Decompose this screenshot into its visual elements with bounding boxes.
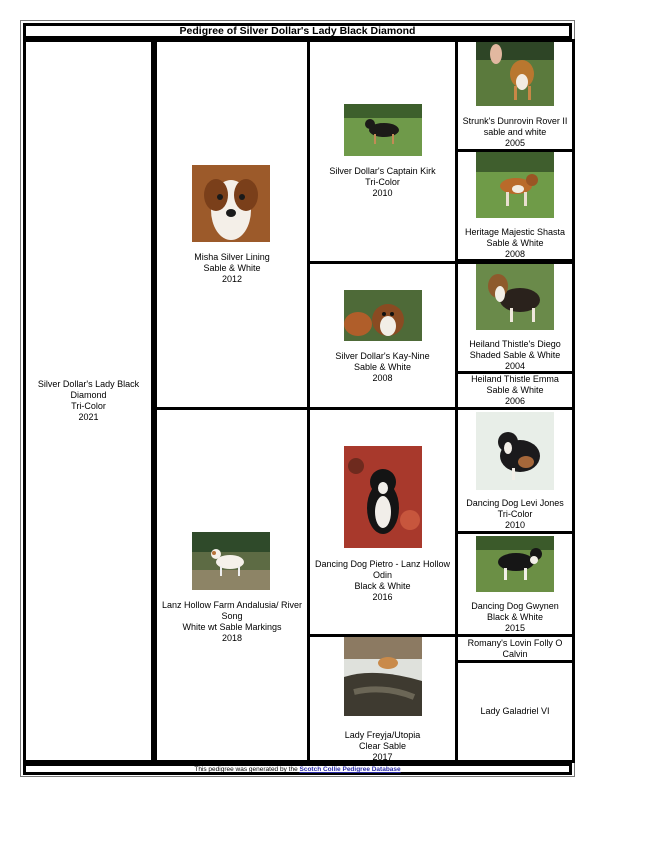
gg-3-color: Sable & White	[486, 385, 544, 395]
pedigree-title: Pedigree of Silver Dollar's Lady Black Diamond	[23, 23, 572, 39]
gg-2-name[interactable]: Heiland Thistle's Diego	[469, 338, 561, 349]
sire-dam-text	[310, 349, 455, 385]
sire-sire-color: Tri-Color	[365, 176, 400, 187]
dam-dam-name[interactable]: Lady Freyja/Utopia	[344, 729, 421, 740]
dam-name[interactable]: Lanz Hollow Farm Andalusia/ River Song	[161, 600, 303, 621]
subject-cell	[26, 42, 151, 760]
gg-7-name[interactable]: Lady Galadriel VI	[480, 706, 550, 716]
dam-year: 2018	[221, 633, 243, 643]
gg-2-year: 2004	[504, 360, 526, 371]
sire-dam-name[interactable]: Silver Dollar's Kay-Nine	[335, 350, 430, 361]
dam-photo-image	[192, 532, 270, 590]
gg-3-year: 2006	[504, 396, 526, 406]
sire-sire-year: 2010	[372, 187, 393, 198]
gg-5-photo-image	[476, 536, 554, 592]
gg-4-color: Tri-Color	[497, 508, 533, 519]
gg-5-year: 2015	[504, 622, 526, 633]
gg-3-name[interactable]: Heiland Thistle Emma	[471, 374, 559, 384]
gg-4-photo	[476, 412, 554, 490]
dam-dam-year: 2017	[372, 751, 393, 762]
gg-3-text	[458, 374, 572, 407]
gg-4-photo-image	[476, 412, 554, 490]
gg-4-text	[458, 497, 572, 531]
sire-dam-color: Sable & White	[353, 361, 412, 372]
gg-6-name[interactable]: Romany's Lovin Folly O Calvin	[467, 637, 563, 659]
gg-1-name[interactable]: Heritage Majestic Shasta	[464, 226, 566, 237]
dam-text	[157, 598, 307, 646]
gg-1-text	[458, 226, 572, 260]
sire-dam-photo-image	[344, 290, 422, 341]
dam-dam-color: Clear Sable	[358, 740, 407, 751]
gg-0-color: sable and white	[483, 126, 547, 137]
gg-4-year: 2010	[504, 519, 526, 530]
sire-sire-photo-image	[344, 104, 422, 156]
gg-2-color: Shaded Sable & White	[469, 349, 561, 360]
sire-dam-year: 2008	[372, 372, 393, 383]
gg-0-year: 2005	[504, 137, 526, 148]
dam-dam-photo	[344, 637, 422, 716]
gg-2-photo	[476, 264, 554, 330]
sire-photo	[192, 165, 270, 242]
dam-sire-photo-image	[344, 446, 422, 548]
gg-7-text	[458, 663, 572, 760]
dam-dam-photo-image	[344, 637, 422, 716]
gg-5-name[interactable]: Dancing Dog Gwynen	[471, 600, 559, 611]
pedigree-footer	[23, 763, 572, 775]
subject-year: 2021	[78, 412, 99, 422]
gg-1-year: 2008	[504, 248, 526, 259]
gg-0-photo	[476, 42, 554, 106]
sire-text	[157, 250, 307, 286]
sire-year: 2012	[221, 273, 243, 284]
gg-1-photo-image	[476, 152, 554, 218]
gg-0-text	[458, 115, 572, 149]
footer-prefix: This pedigree was generated by the	[194, 766, 298, 773]
gg-1-photo	[476, 152, 554, 218]
gg-1-color: Sable & White	[486, 237, 544, 248]
dam-sire-text	[310, 557, 455, 605]
dam-sire-photo	[344, 446, 422, 548]
gg-5-photo	[476, 536, 554, 592]
database-link[interactable]: Scotch Collie Pedigree Database	[299, 766, 401, 773]
gg-4-name[interactable]: Dancing Dog Levi Jones	[466, 497, 564, 508]
gg-6-text	[458, 637, 572, 660]
dam-dam-text	[310, 728, 455, 764]
dam-sire-name[interactable]: Dancing Dog Pietro - Lanz Hollow Odin	[314, 559, 451, 580]
sire-sire-text	[310, 164, 455, 200]
sire-name[interactable]: Misha Silver Lining	[194, 251, 270, 262]
dam-sire-color: Black & White	[354, 581, 411, 591]
dam-sire-year: 2016	[372, 592, 393, 602]
sire-sire-name[interactable]: Silver Dollar's Captain Kirk	[329, 165, 436, 176]
sire-color: Sable & White	[203, 262, 261, 273]
sire-photo-image	[192, 165, 270, 242]
gg-0-name[interactable]: Strunk's Dunrovin Rover II	[462, 115, 568, 126]
dam-photo	[192, 532, 270, 590]
gg-5-text	[458, 600, 572, 634]
gg-2-photo-image	[476, 264, 554, 330]
dam-color: White wt Sable Markings	[182, 622, 282, 632]
sire-dam-photo	[344, 290, 422, 341]
gg-5-color: Black & White	[486, 611, 544, 622]
gg-2-text	[458, 338, 572, 372]
subject-color: Tri-Color	[71, 401, 106, 411]
sire-sire-photo	[344, 104, 422, 156]
gg-0-photo-image	[476, 42, 554, 106]
subject-name[interactable]: Silver Dollar's Lady Black Diamond	[37, 379, 140, 400]
